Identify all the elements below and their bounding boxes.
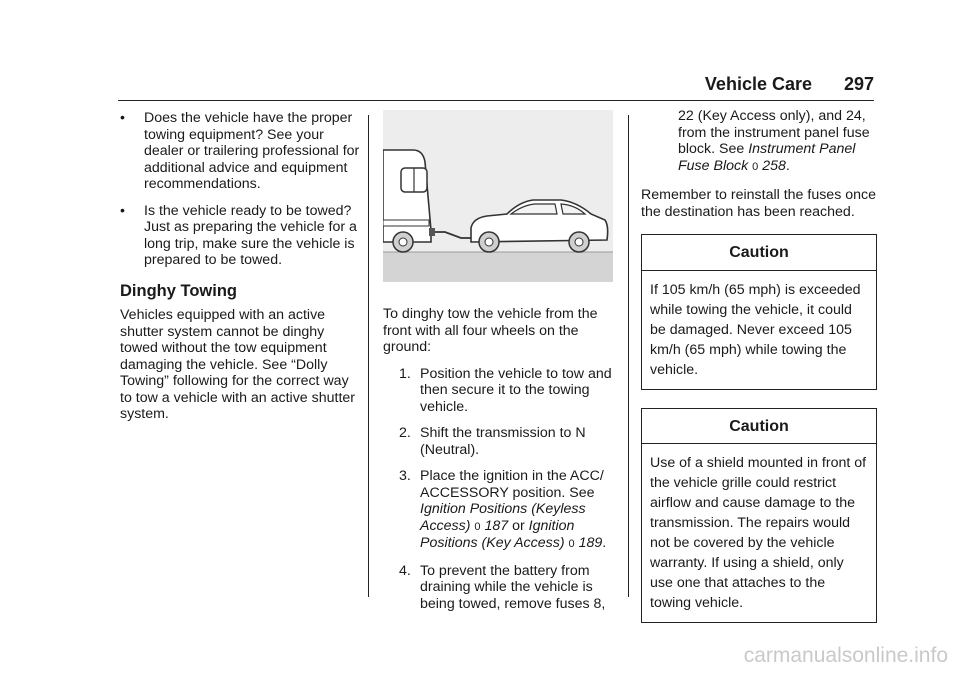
watermark: carmanualsonline.info [743, 644, 948, 667]
step-continuation [641, 108, 877, 175]
cross-reference-link[interactable]: Ignition Positions (Keyless Access) [420, 501, 586, 534]
step-number: 1. [399, 365, 411, 382]
step-text: To prevent the battery from draining while the vehicle is being towed, remove fuses 8, [420, 562, 606, 612]
step-number: 2. [399, 425, 411, 441]
page-ref-icon: 0 [752, 160, 759, 173]
step-text: Position the vehicle to tow and then secure it to the towing vehicle. [420, 365, 612, 415]
steps-list [383, 366, 615, 613]
step-text-connector: or [508, 517, 529, 534]
cross-reference-link[interactable]: Ignition Positions (Key Access) [420, 517, 575, 551]
page-header [118, 72, 874, 101]
step-text: Shift the transmission to N (Neutral). [420, 425, 586, 458]
step-text: Place the ignition in the ACC/ ACCESSORY position. See [420, 468, 604, 501]
page-ref-number[interactable]: 258 [762, 157, 786, 174]
list-item [120, 203, 360, 269]
steps-intro: To dinghy tow the vehicle from the front with all four wheels on the ground: [383, 306, 598, 355]
list-item [383, 563, 615, 613]
list-item [383, 425, 615, 458]
bullet-text: Does the vehicle have the proper towing equipment? See your dealer or trailering professional for additional advice and equipment recommendations. [144, 110, 360, 192]
paragraph: Vehicles equipped with an active shutter system cannot be dinghy towed without the tow equipment damaging the vehicle. See “Dolly Towing” following for the correct way to tow a vehicle with an active shutter system. [120, 307, 356, 422]
page-number: 297 [843, 74, 874, 94]
dinghy-towing-illustration [383, 110, 613, 282]
column-divider [368, 115, 369, 597]
caution-box [641, 234, 877, 390]
list-item [120, 110, 360, 193]
page-ref-icon: 0 [474, 520, 481, 533]
caution-title: Caution [642, 235, 876, 271]
page-ref-icon: 0 [568, 538, 575, 550]
paragraph: Remember to reinstall the fuses once the destination has been reached. [641, 187, 876, 220]
bullet-text: Is the vehicle ready to be towed? Just as preparing the vehicle for a long trip, make sure the vehicle is prepared to be towed. [144, 202, 357, 268]
section-heading: Dinghy Towing [120, 281, 238, 300]
column-middle [383, 110, 615, 622]
page-ref-number[interactable]: 189 [578, 535, 603, 551]
step-text-end: . [785, 157, 790, 174]
bullet-symbol: • [120, 110, 125, 126]
section-title: Vehicle Care [704, 74, 812, 94]
caution-title: Caution [642, 409, 876, 445]
column-right [641, 108, 877, 641]
step-text-end: . [602, 535, 607, 551]
list-item [383, 366, 615, 416]
caution-text: Use of a shield mounted in front of the vehicle grille could restrict airflow and cause damage to the transmission. The repairs would not be covered by the vehicle warranty. If using a shield, only use one that attaches to the towing vehicle. [650, 455, 867, 611]
step-number: 4. [399, 562, 411, 579]
caution-text: If 105 km/h (65 mph) is exceeded while towing the vehicle, it could be damaged. Never exceed 105 km/h (65 mph) while towing the vehicle. [650, 281, 861, 378]
step-text: 22 (Key Access only), and 24, from the instrument panel fuse block. See [678, 108, 870, 157]
step-number: 3. [399, 468, 411, 484]
list-item [383, 468, 615, 553]
caution-box [641, 408, 877, 624]
column-left [120, 110, 360, 433]
cross-reference-link[interactable]: Instrument Panel Fuse Block [678, 141, 856, 174]
page-ref-number[interactable]: 187 [484, 517, 509, 534]
bullet-symbol: • [120, 202, 125, 219]
column-divider [628, 115, 629, 597]
